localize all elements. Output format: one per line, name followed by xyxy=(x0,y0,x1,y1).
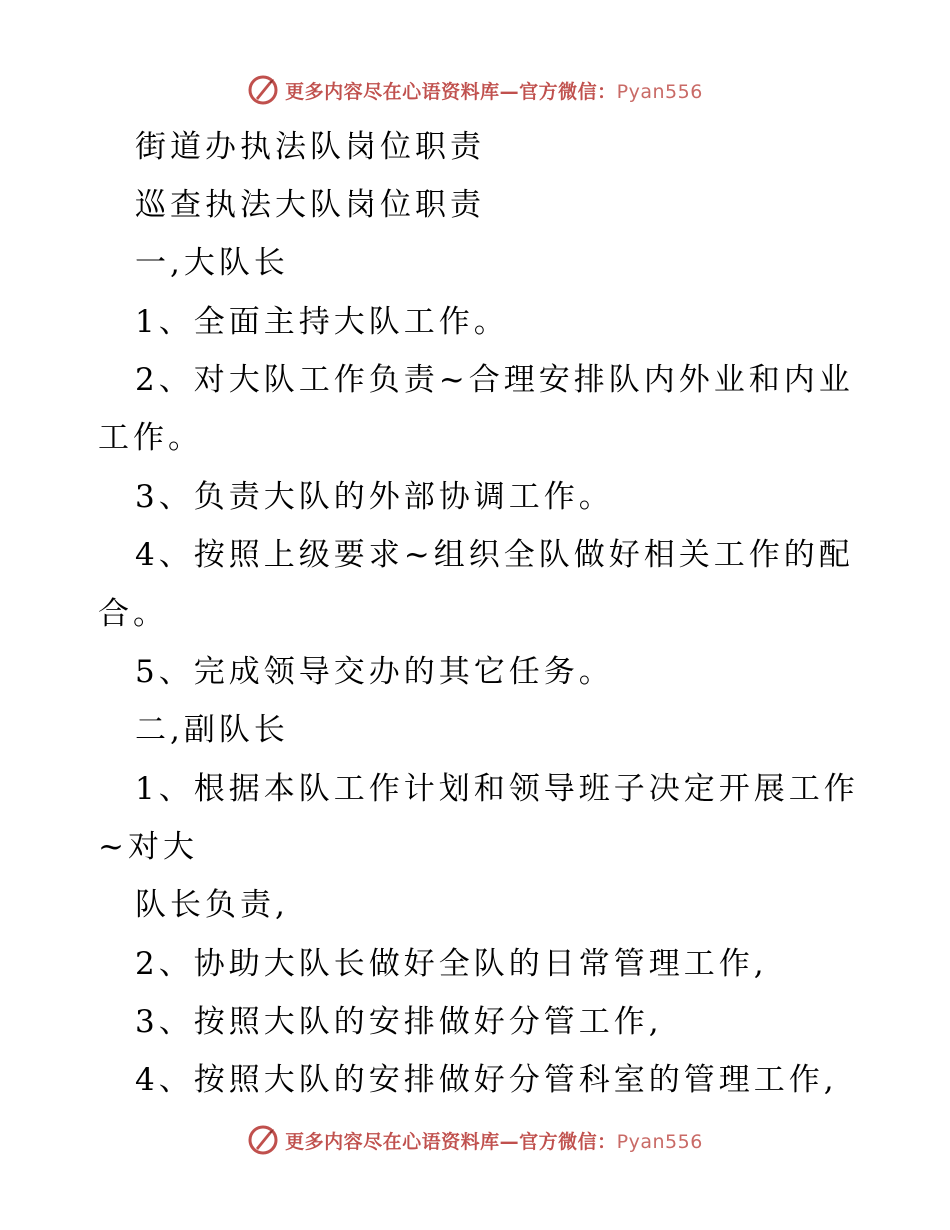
watermark-text: 更多内容尽在心语资料库—官方微信：Pyan556 xyxy=(285,1130,703,1153)
paragraph-line: 1、全面主持大队工作。 xyxy=(135,304,509,340)
paragraph-line: 4、按照上级要求~组织全队做好相关工作的配 xyxy=(135,537,854,573)
quill-logo-icon xyxy=(247,74,279,106)
paragraph-line: 队长负责, xyxy=(135,887,289,923)
footer-watermark xyxy=(0,1120,950,1160)
paragraph-line: 合。 xyxy=(98,596,168,632)
quill-logo-icon xyxy=(247,1124,279,1156)
header-watermark xyxy=(0,70,950,110)
paragraph-line: 4、按照大队的安排做好分管科室的管理工作, xyxy=(135,1062,838,1098)
paragraph-line: 工作。 xyxy=(98,420,203,456)
subsection-heading: 二,副队长 xyxy=(135,712,289,748)
paragraph-line: 2、协助大队长做好全队的日常管理工作, xyxy=(135,946,768,982)
watermark-text: 更多内容尽在心语资料库—官方微信：Pyan556 xyxy=(285,80,703,103)
document-title: 街道办执法队岗位职责 xyxy=(135,129,485,165)
paragraph-line: 3、按照大队的安排做好分管工作, xyxy=(135,1004,663,1040)
paragraph-line: 2、对大队工作负责~合理安排队内外业和内业 xyxy=(135,362,854,398)
subsection-heading: 一,大队长 xyxy=(135,245,289,281)
paragraph-line: ~对大 xyxy=(98,829,198,865)
paragraph-line: 3、负责大队的外部协调工作。 xyxy=(135,479,614,515)
section-title: 巡查执法大队岗位职责 xyxy=(135,187,485,223)
paragraph-line: 1、根据本队工作计划和领导班子决定开展工作 xyxy=(135,771,859,807)
paragraph-line: 5、完成领导交办的其它任务。 xyxy=(135,654,614,690)
